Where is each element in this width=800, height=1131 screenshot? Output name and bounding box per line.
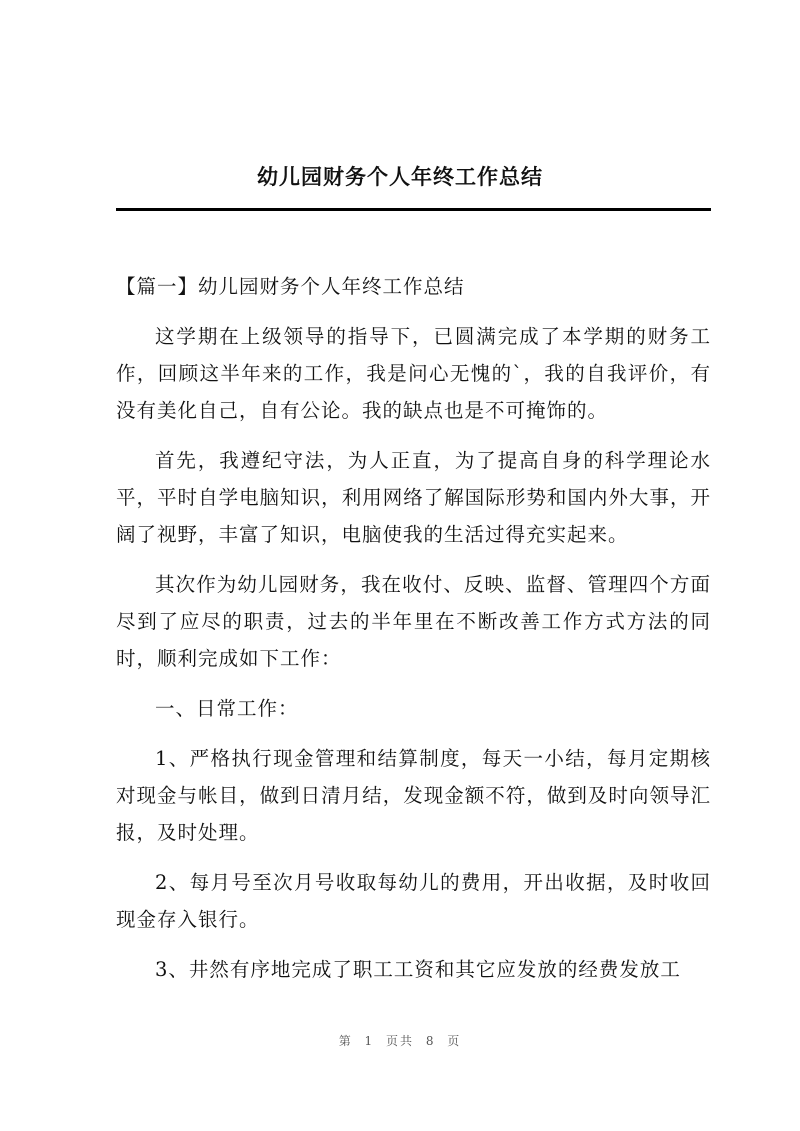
page-footer: 第 1 页共 8 页 <box>338 1034 462 1048</box>
body-paragraph: 2、每月号至次月号收取每幼儿的费用，开出收据，及时收回现金存入银行。 <box>116 871 711 931</box>
body-paragraph: 3、井然有序地完成了职工工资和其它应发放的经费发放工 <box>155 958 681 981</box>
section-heading: 【篇一】幼儿园财务个人年终工作总结 <box>116 275 465 298</box>
body-paragraph: 其次作为幼儿园财务，我在收付、反映、监督、管理四个方面尽到了应尽的职责，过去的半年里在不断改善工作方式方法的同时，顺利完成如下工作： <box>116 573 711 670</box>
document-body <box>116 268 711 988</box>
title-divider <box>116 208 711 211</box>
body-paragraph: 这学期在上级领导的指导下，已圆满完成了本学期的财务工作，回顾这半年来的工作，我是问心无愧的`，我的自我评价，有没有美化自己，自有公论。我的缺点也是不可掩饰的。 <box>116 325 711 422</box>
body-paragraph: 一、日常工作： <box>155 697 299 720</box>
body-paragraph: 首先，我遵纪守法，为人正直，为了提高自身的科学理论水平，平时自学电脑知识，利用网络了解国际形势和国内外大事，开阔了视野，丰富了知识，电脑使我的生活过得充实起来。 <box>116 449 711 546</box>
document-title: 幼儿园财务个人年终工作总结 <box>257 164 543 189</box>
body-paragraph: 1、严格执行现金管理和结算制度，每天一小结，每月定期核对现金与帐目，做到日清月结，发现金额不符，做到及时向领导汇报，及时处理。 <box>116 747 711 844</box>
